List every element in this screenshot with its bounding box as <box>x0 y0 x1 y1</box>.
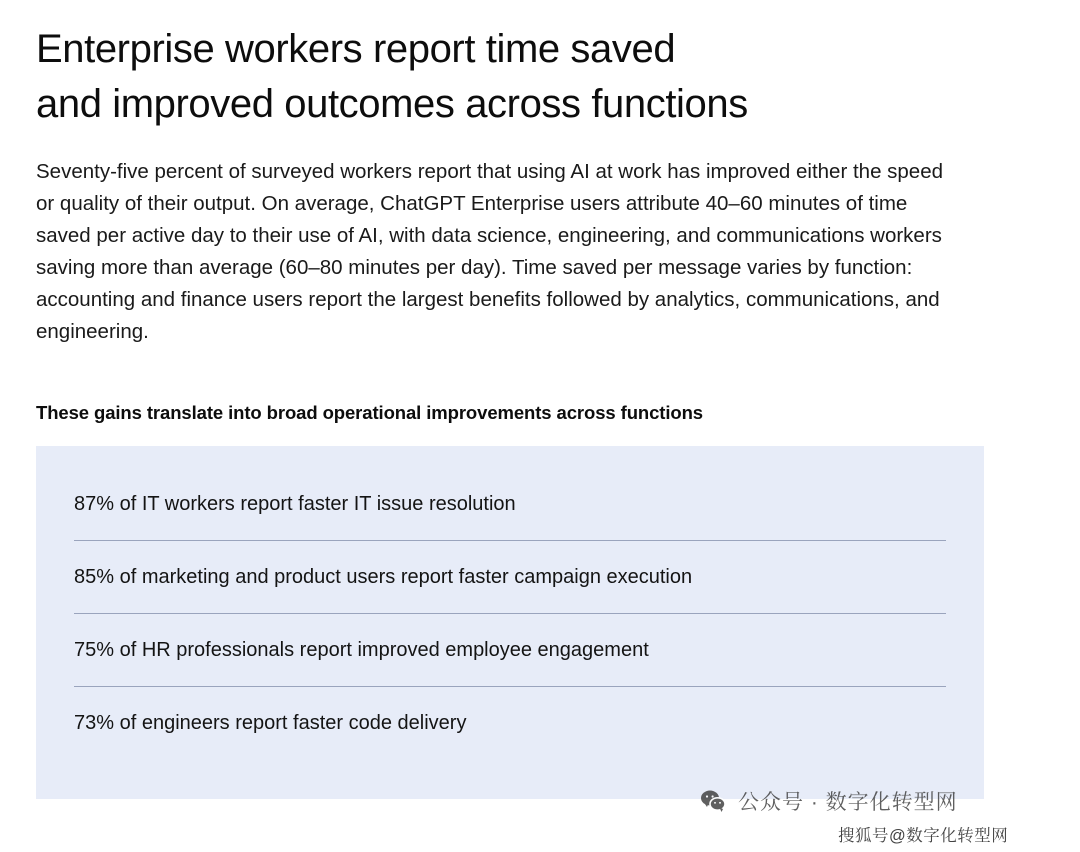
list-item <box>36 541 984 613</box>
watermark-secondary-text: 搜狐号@数字化转型网 <box>838 827 1009 845</box>
list-item <box>36 490 984 540</box>
watermark-text: 公众号 · 数字化转型网 <box>738 791 958 814</box>
list-item <box>36 614 984 686</box>
stat-text: 85% of marketing and product users report faster campaign execution <box>74 566 693 588</box>
stats-panel <box>36 446 984 799</box>
list-item <box>36 687 984 759</box>
watermark <box>700 786 958 816</box>
body-paragraph: Seventy-five percent of surveyed workers report that using AI at work has improved either the speed or quality of their output. On average, ChatGPT Enterprise users attribute 40–60 minutes of time saved per active day to their use of AI, with data science, engineering, and communications workers saving more than average (60–80 minutes per day). Time saved per message varies by function: accounting and finance users report the largest benefits followed by analytics, communications, and engineering. <box>36 160 944 343</box>
page-title-line-1: Enterprise workers report time saved <box>36 27 676 71</box>
section-subheading: These gains translate into broad operational improvements across functions <box>36 402 703 423</box>
wechat-icon <box>700 788 726 814</box>
page-title <box>36 22 986 132</box>
page-left-margin <box>0 0 9 852</box>
page-title-line-2: and improved outcomes across functions <box>36 82 748 126</box>
stat-text: 87% of IT workers report faster IT issue resolution <box>74 493 516 515</box>
stat-text: 73% of engineers report faster code delivery <box>74 712 467 734</box>
stat-text: 75% of HR professionals report improved employee engagement <box>74 639 649 661</box>
article-content <box>36 22 986 799</box>
